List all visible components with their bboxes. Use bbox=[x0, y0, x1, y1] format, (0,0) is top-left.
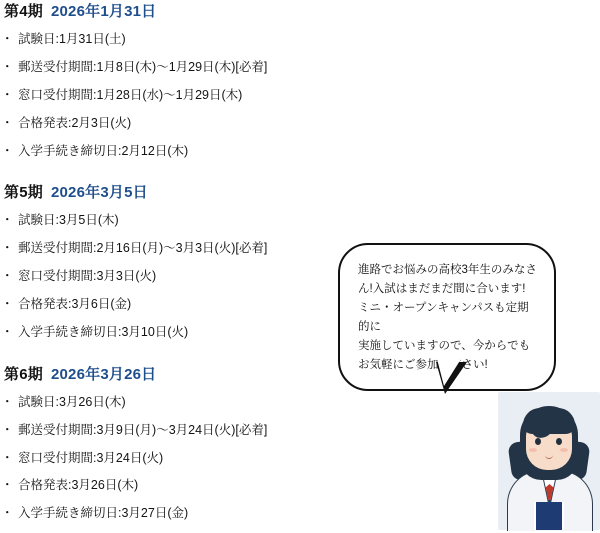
balloon-line: 実施していますので、今からでも bbox=[358, 339, 531, 352]
term-label: 第4期 bbox=[4, 3, 43, 20]
speech-balloon-container bbox=[338, 243, 556, 391]
cheek-right bbox=[560, 448, 568, 452]
term-date: 2026年3月5日 bbox=[50, 184, 148, 202]
balloon-line: 進路でお悩みの高校3年生のみなさ bbox=[358, 264, 537, 276]
list-item: ・ 試験日:3月26日(木) bbox=[0, 394, 330, 411]
list-item: ・ 窓口受付期間:3月24日(火) bbox=[0, 450, 330, 467]
list-item: ・ 試験日:1月31日(土) bbox=[0, 31, 330, 48]
eye-left bbox=[535, 438, 541, 445]
term-block bbox=[0, 0, 330, 159]
eye-right bbox=[556, 438, 562, 445]
list-item: ・ 窓口受付期間:1月28日(水)〜1月29日(木) bbox=[0, 87, 330, 104]
term-label: 第5期 bbox=[4, 184, 43, 202]
term-heading bbox=[0, 0, 330, 21]
list-item: ・ 窓口受付期間:3月3日(火) bbox=[0, 268, 330, 285]
term-date: 2026年3月26日 bbox=[50, 365, 157, 383]
balloon-line: ん!入試はまだまだ間に合います! bbox=[358, 282, 526, 295]
cheek-left bbox=[529, 448, 537, 452]
list-item: ・ 郵送受付期間:1月8日(木)〜1月29日(木)[必着] bbox=[0, 59, 330, 76]
list-item: ・ 入学手続き締切日:2月12日(木) bbox=[0, 143, 330, 160]
list-item: ・ 合格発表:3月6日(金) bbox=[0, 296, 330, 313]
student-character-illustration bbox=[498, 392, 600, 530]
term-heading bbox=[0, 363, 330, 384]
list-item: ・ 入学手続き締切日:3月27日(金) bbox=[0, 505, 330, 522]
list-item: ・ 合格発表:3月26日(木) bbox=[0, 477, 330, 494]
balloon-line: お気軽にご参加ください! bbox=[358, 358, 488, 371]
speech-balloon bbox=[338, 243, 556, 391]
term-block bbox=[0, 363, 330, 522]
term-detail-list bbox=[0, 31, 330, 159]
term-detail-list bbox=[0, 212, 330, 340]
list-item: ・ 郵送受付期間:2月16日(月)〜3月3日(火)[必着] bbox=[0, 240, 330, 257]
list-item: ・ 郵送受付期間:3月9日(月)〜3月24日(火)[必着] bbox=[0, 422, 330, 439]
balloon-line: ミニ・オープンキャンパスも定期的に bbox=[358, 301, 529, 333]
hair-fringe bbox=[523, 408, 575, 434]
term-heading bbox=[0, 181, 330, 202]
term-date: 2026年1月31日 bbox=[50, 3, 157, 20]
list-item: ・ 合格発表:2月3日(火) bbox=[0, 115, 330, 132]
list-item: ・ 入学手続き締切日:3月10日(火) bbox=[0, 324, 330, 341]
term-block bbox=[0, 181, 330, 340]
list-item: ・ 試験日:3月5日(木) bbox=[0, 212, 330, 229]
term-label: 第6期 bbox=[4, 365, 43, 383]
term-detail-list bbox=[0, 394, 330, 522]
